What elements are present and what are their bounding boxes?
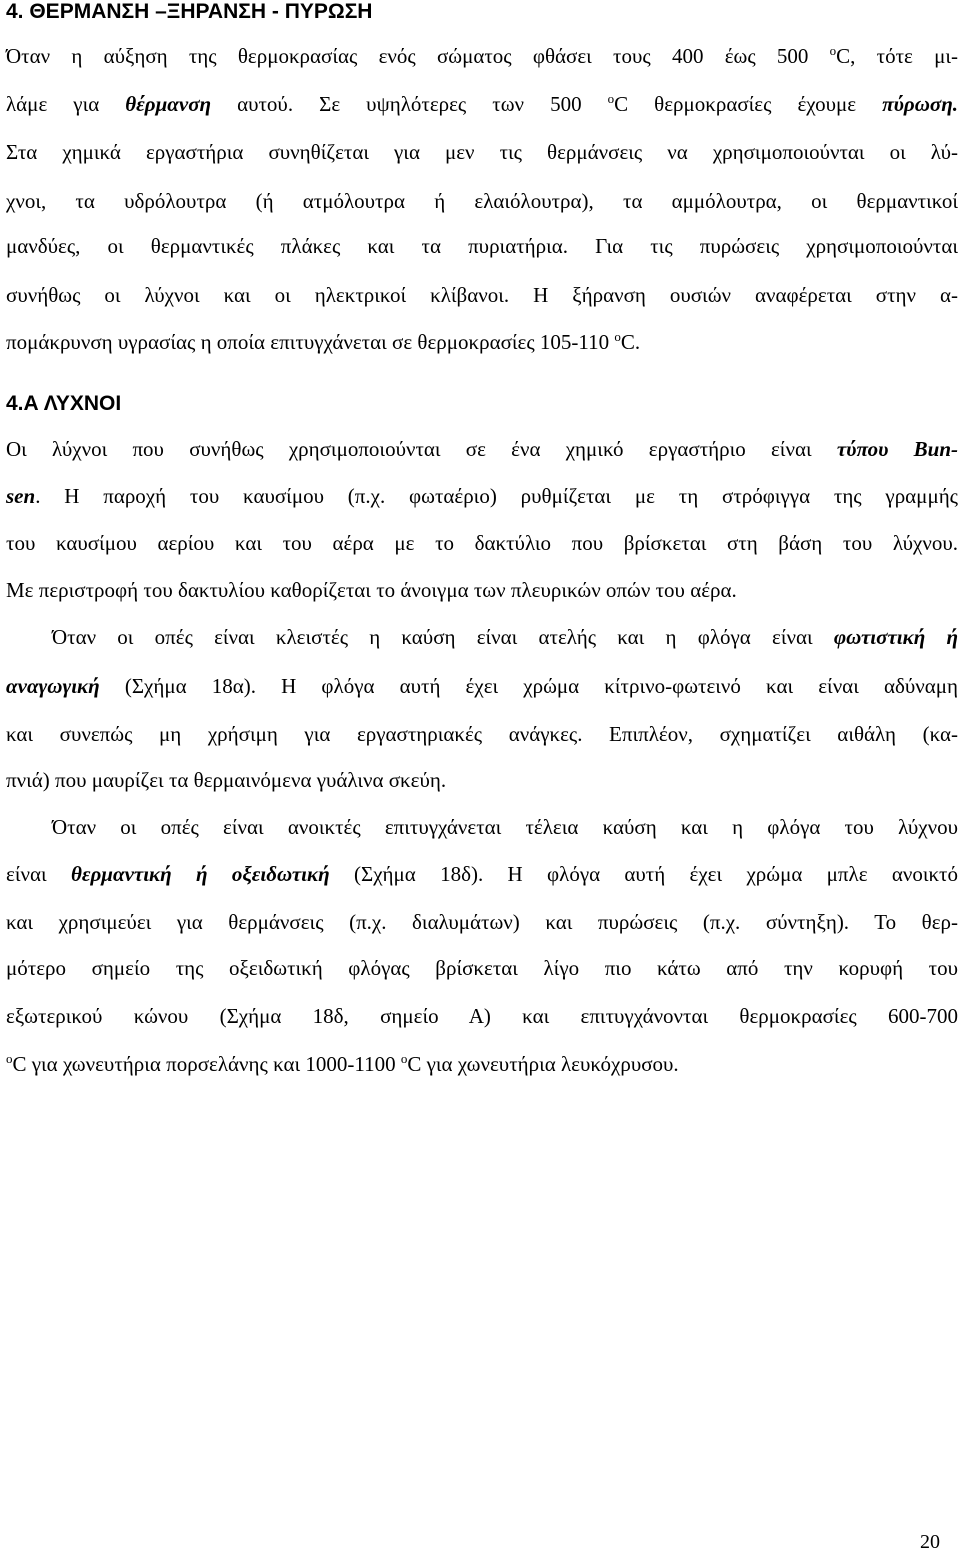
text-line: sen. Η παροχή του καυσίμου (π.χ. φωταέριο) ρυθμίζεται με τη στρόφιγγα της γραμμής: [6, 484, 958, 508]
text-line: Όταν οι οπές είναι κλειστές η καύση είναι ατελής και η φλόγα είναι φωτιστική ή: [52, 625, 958, 649]
subsection-heading: 4.Α ΛΥΧΝΟΙ: [6, 392, 122, 415]
page-number: 20: [920, 1531, 940, 1553]
text-line: και χρησιμεύει για θερμάνσεις (π.χ. διαλυμάτων) και πυρώσεις (π.χ. σύντηξη). Το θερ-: [6, 910, 958, 934]
text-line: λάμε για θέρμανση αυτού. Σε υψηλότερες των 500 $^o$C θερμοκρασίες έχουμε πύρωση.: [6, 91, 958, 116]
text-line: χνοι, τα υδρόλουτρα (ή ατμόλουτρα ή ελαιόλουτρα), τα αμμόλουτρα, οι θερμαντικοί: [6, 189, 958, 213]
text-line: $^o$C για χωνευτήρια πορσελάνης και 1000-1100 $^o$C για χωνευτήρια λευκόχρυσου.: [6, 1051, 679, 1076]
text-line: Οι λύχνοι που συνήθως χρησιμοποιούνται σε ένα χημικό εργαστήριο είναι τύπου Bun-: [6, 437, 958, 461]
text-line: του καυσίμου αερίου και του αέρα με το δακτύλιο που βρίσκεται στη βάση του λύχνου.: [6, 531, 958, 555]
text-line: πνιά) που μαυρίζει τα θερμαινόμενα γυάλινα σκεύη.: [6, 768, 447, 792]
text-line: Στα χημικά εργαστήρια συνηθίζεται για μεν τις θερμάνσεις να χρησιμοποιούνται οι λύ-: [6, 140, 958, 164]
text-line: και συνεπώς μη χρήσιμη για εργαστηριακές ανάγκες. Επιπλέον, σχηματίζει αιθάλη (κα-: [6, 722, 958, 746]
text-line: Όταν η αύξηση της θερμοκρασίας ενός σώματος φθάσει τους 400 έως 500 $^o$C, τότε μι-: [6, 43, 959, 68]
text-line: πομάκρυνση υγρασίας η οποία επιτυγχάνεται σε θερμοκρασίες 105-110 $^o$C.: [6, 329, 641, 354]
text-line: αναγωγική (Σχήμα 18α). Η φλόγα αυτή έχει χρώμα κίτρινο-φωτεινό και είναι αδύναμη: [6, 674, 958, 698]
text-line: είναι θερμαντική ή οξειδωτική (Σχήμα 18δ). Η φλόγα αυτή έχει χρώμα μπλε ανοικτό: [6, 862, 958, 886]
text-line: Όταν οι οπές είναι ανοικτές επιτυγχάνεται τέλεια καύση και η φλόγα του λύχνου: [52, 815, 958, 839]
text-line: εξωτερικού κώνου (Σχήμα 18δ, σημείο Α) και επιτυγχάνονται θερμοκρασίες 600-700: [6, 1004, 958, 1028]
text-line: μότερο σημείο της οξειδωτική φλόγας βρίσκεται λίγο πιο κάτω από την κορυφή του: [6, 956, 958, 980]
text-line: συνήθως οι λύχνοι και οι ηλεκτρικοί κλίβανοι. Η ξήρανση ουσιών αναφέρεται στην α-: [6, 283, 958, 307]
section-heading: 4. ΘΕΡΜΑΝΣΗ –ΞΗΡΑΝΣΗ - ΠΥΡΩΣΗ: [6, 0, 373, 23]
text-line: Με περιστροφή του δακτυλίου καθορίζεται το άνοιγμα των πλευρικών οπών του αέρα.: [6, 578, 737, 602]
text-line: μανδύες, οι θερμαντικές πλάκες και τα πυριατήρια. Για τις πυρώσεις χρησιμοποιούνται: [6, 234, 958, 258]
